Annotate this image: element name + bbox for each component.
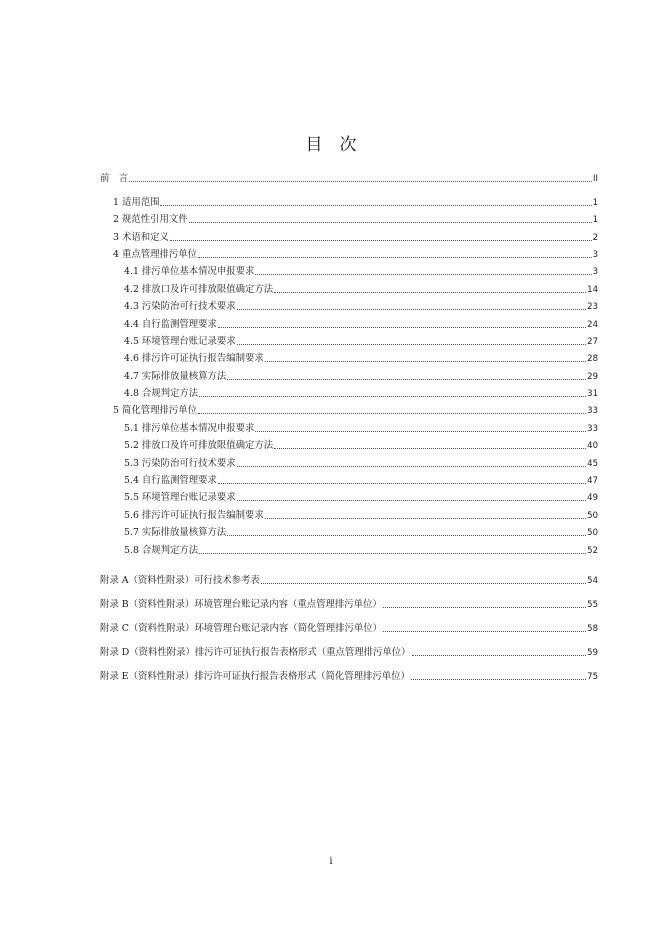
toc-entry-page: 40 — [587, 441, 598, 452]
toc-entry-page: 52 — [587, 545, 598, 556]
toc-entry-page: 28 — [587, 354, 598, 365]
toc-entry[interactable] — [100, 417, 598, 434]
toc-entry-label: 1 适用范围 — [100, 197, 159, 209]
toc-entry[interactable] — [100, 244, 598, 261]
toc-entry[interactable] — [100, 226, 598, 243]
dot-leader — [160, 205, 591, 206]
page-title: 目 次 — [305, 135, 357, 155]
toc-entry[interactable] — [100, 659, 598, 683]
dot-leader — [265, 518, 586, 519]
dot-leader — [189, 222, 592, 223]
dot-leader — [237, 500, 587, 501]
toc-entry-page: 33 — [587, 406, 598, 417]
toc-entry-label: 4.6 排污许可证执行报告编制要求 — [100, 353, 264, 365]
dot-leader — [383, 631, 586, 632]
toc-entry-page: 1 — [592, 215, 598, 226]
toc-entry-label: 4.7 实际排放量核算方法 — [100, 371, 226, 383]
toc-entry[interactable] — [100, 539, 598, 556]
dot-leader — [218, 327, 586, 328]
toc-entry-page: 3 — [592, 267, 598, 278]
toc-entry[interactable] — [100, 278, 598, 295]
toc-entry[interactable] — [100, 504, 598, 521]
toc-entry-page: 58 — [587, 623, 598, 634]
toc-entry-label: 5.3 污染防治可行技术要求 — [100, 458, 236, 470]
dot-leader — [227, 535, 586, 536]
toc-entry-label: 附录 B（资料性附录）环境管理台账记录内容（重点管理排污单位） — [100, 598, 382, 610]
toc-entry-page: 50 — [587, 528, 598, 539]
toc-entry[interactable] — [100, 611, 598, 635]
toc-entry[interactable] — [100, 365, 598, 382]
dot-leader — [237, 466, 587, 467]
toc-entry-label: 4.8 合规判定方法 — [100, 388, 198, 400]
toc-entry[interactable] — [100, 296, 598, 313]
toc-entry[interactable] — [100, 313, 598, 330]
toc-entry[interactable] — [100, 470, 598, 487]
toc-entry-page: 55 — [587, 599, 598, 610]
toc-entry-label: 5.4 自行监测管理要求 — [100, 475, 217, 487]
toc-entry-label: 5.5 环境管理台账记录要求 — [100, 492, 236, 504]
dot-leader — [255, 431, 586, 432]
toc-entry-page: II — [592, 174, 598, 185]
toc-entry-page: 23 — [587, 302, 598, 313]
dot-leader — [265, 361, 586, 362]
dot-leader — [411, 679, 586, 680]
dot-leader — [199, 553, 586, 554]
toc-entry-label: 5.6 排污许可证执行报告编制要求 — [100, 510, 264, 522]
toc-entry[interactable] — [100, 191, 598, 208]
toc-entry[interactable] — [100, 168, 598, 185]
toc-entry-page: 14 — [587, 284, 598, 295]
toc-entry-label: 5.1 排污单位基本情况申报要求 — [100, 423, 254, 435]
toc-entry-page: 29 — [587, 371, 598, 382]
toc-entry-page: 2 — [592, 232, 598, 243]
toc-entry[interactable] — [100, 435, 598, 452]
toc-entry-page: 24 — [587, 319, 598, 330]
toc-entry-label: 前 言 — [100, 173, 129, 185]
toc-entry[interactable] — [100, 563, 598, 587]
dot-leader — [129, 181, 592, 182]
dot-leader — [255, 274, 591, 275]
toc-entry-label: 附录 A（资料性附录）可行技术参考表 — [100, 574, 260, 586]
toc-entry[interactable] — [100, 522, 598, 539]
toc-entry[interactable] — [100, 348, 598, 365]
toc-entry-page: 45 — [587, 458, 598, 469]
toc-entry-page: 50 — [587, 510, 598, 521]
toc-entry-page: 27 — [587, 336, 598, 347]
table-of-contents — [100, 168, 598, 683]
toc-entry[interactable] — [100, 261, 598, 278]
toc-entry-page: 54 — [587, 575, 598, 586]
toc-entry-page: 75 — [587, 671, 598, 682]
toc-entry[interactable] — [100, 209, 598, 226]
dot-leader — [227, 379, 586, 380]
toc-entry-page: 47 — [587, 476, 598, 487]
dot-leader — [198, 413, 586, 414]
dot-leader — [199, 396, 586, 397]
dot-leader — [218, 483, 586, 484]
toc-entry-label: 4.5 环境管理台账记录要求 — [100, 336, 236, 348]
toc-entry[interactable] — [100, 400, 598, 417]
toc-entry[interactable] — [100, 587, 598, 611]
toc-entry[interactable] — [100, 452, 598, 469]
toc-entry-label: 附录 D（资料性附录）排污许可证执行报告表格形式（重点管理排污单位） — [100, 646, 411, 658]
toc-entry[interactable] — [100, 331, 598, 348]
toc-entry-page: 49 — [587, 493, 598, 504]
dot-leader — [274, 292, 586, 293]
toc-entry-label: 5.2 排放口及许可排放限值确定方法 — [100, 440, 273, 452]
dot-leader — [198, 257, 592, 258]
toc-entry-page: 3 — [592, 249, 598, 260]
toc-entry-label: 附录 C（资料性附录）环境管理台账记录内容（简化管理排污单位） — [100, 622, 383, 634]
toc-entry[interactable] — [100, 383, 598, 400]
toc-entry-label: 4.3 污染防治可行技术要求 — [100, 301, 236, 313]
dot-leader — [383, 607, 586, 608]
toc-entry-label: 5.7 实际排放量核算方法 — [100, 527, 226, 539]
dot-leader — [274, 448, 586, 449]
toc-entry-label: 4.2 排放口及许可排放限值确定方法 — [100, 284, 273, 296]
toc-entry-label: 附录 E（资料性附录）排污许可证执行报告表格形式（简化管理排污单位） — [100, 670, 410, 682]
toc-entry-label: 4 重点管理排污单位 — [100, 249, 197, 261]
page-number: i — [329, 856, 333, 867]
toc-entry-label: 3 术语和定义 — [100, 232, 169, 244]
dot-leader — [170, 240, 592, 241]
toc-entry[interactable] — [100, 635, 598, 659]
toc-entry-label: 5 简化管理排污单位 — [100, 405, 197, 417]
toc-entry-page: 33 — [587, 423, 598, 434]
toc-entry[interactable] — [100, 487, 598, 504]
dot-leader — [237, 344, 587, 345]
toc-entry-page: 59 — [587, 647, 598, 658]
toc-entry-label: 4.1 排污单位基本情况申报要求 — [100, 266, 254, 278]
toc-entry-label: 4.4 自行监测管理要求 — [100, 319, 217, 331]
toc-entry-label: 5.8 合规判定方法 — [100, 545, 198, 557]
dot-leader — [237, 309, 587, 310]
dot-leader — [412, 655, 587, 656]
dot-leader — [261, 583, 586, 584]
toc-entry-page: 1 — [592, 197, 598, 208]
toc-entry-page: 31 — [587, 389, 598, 400]
toc-entry-label: 2 规范性引用文件 — [100, 214, 188, 226]
